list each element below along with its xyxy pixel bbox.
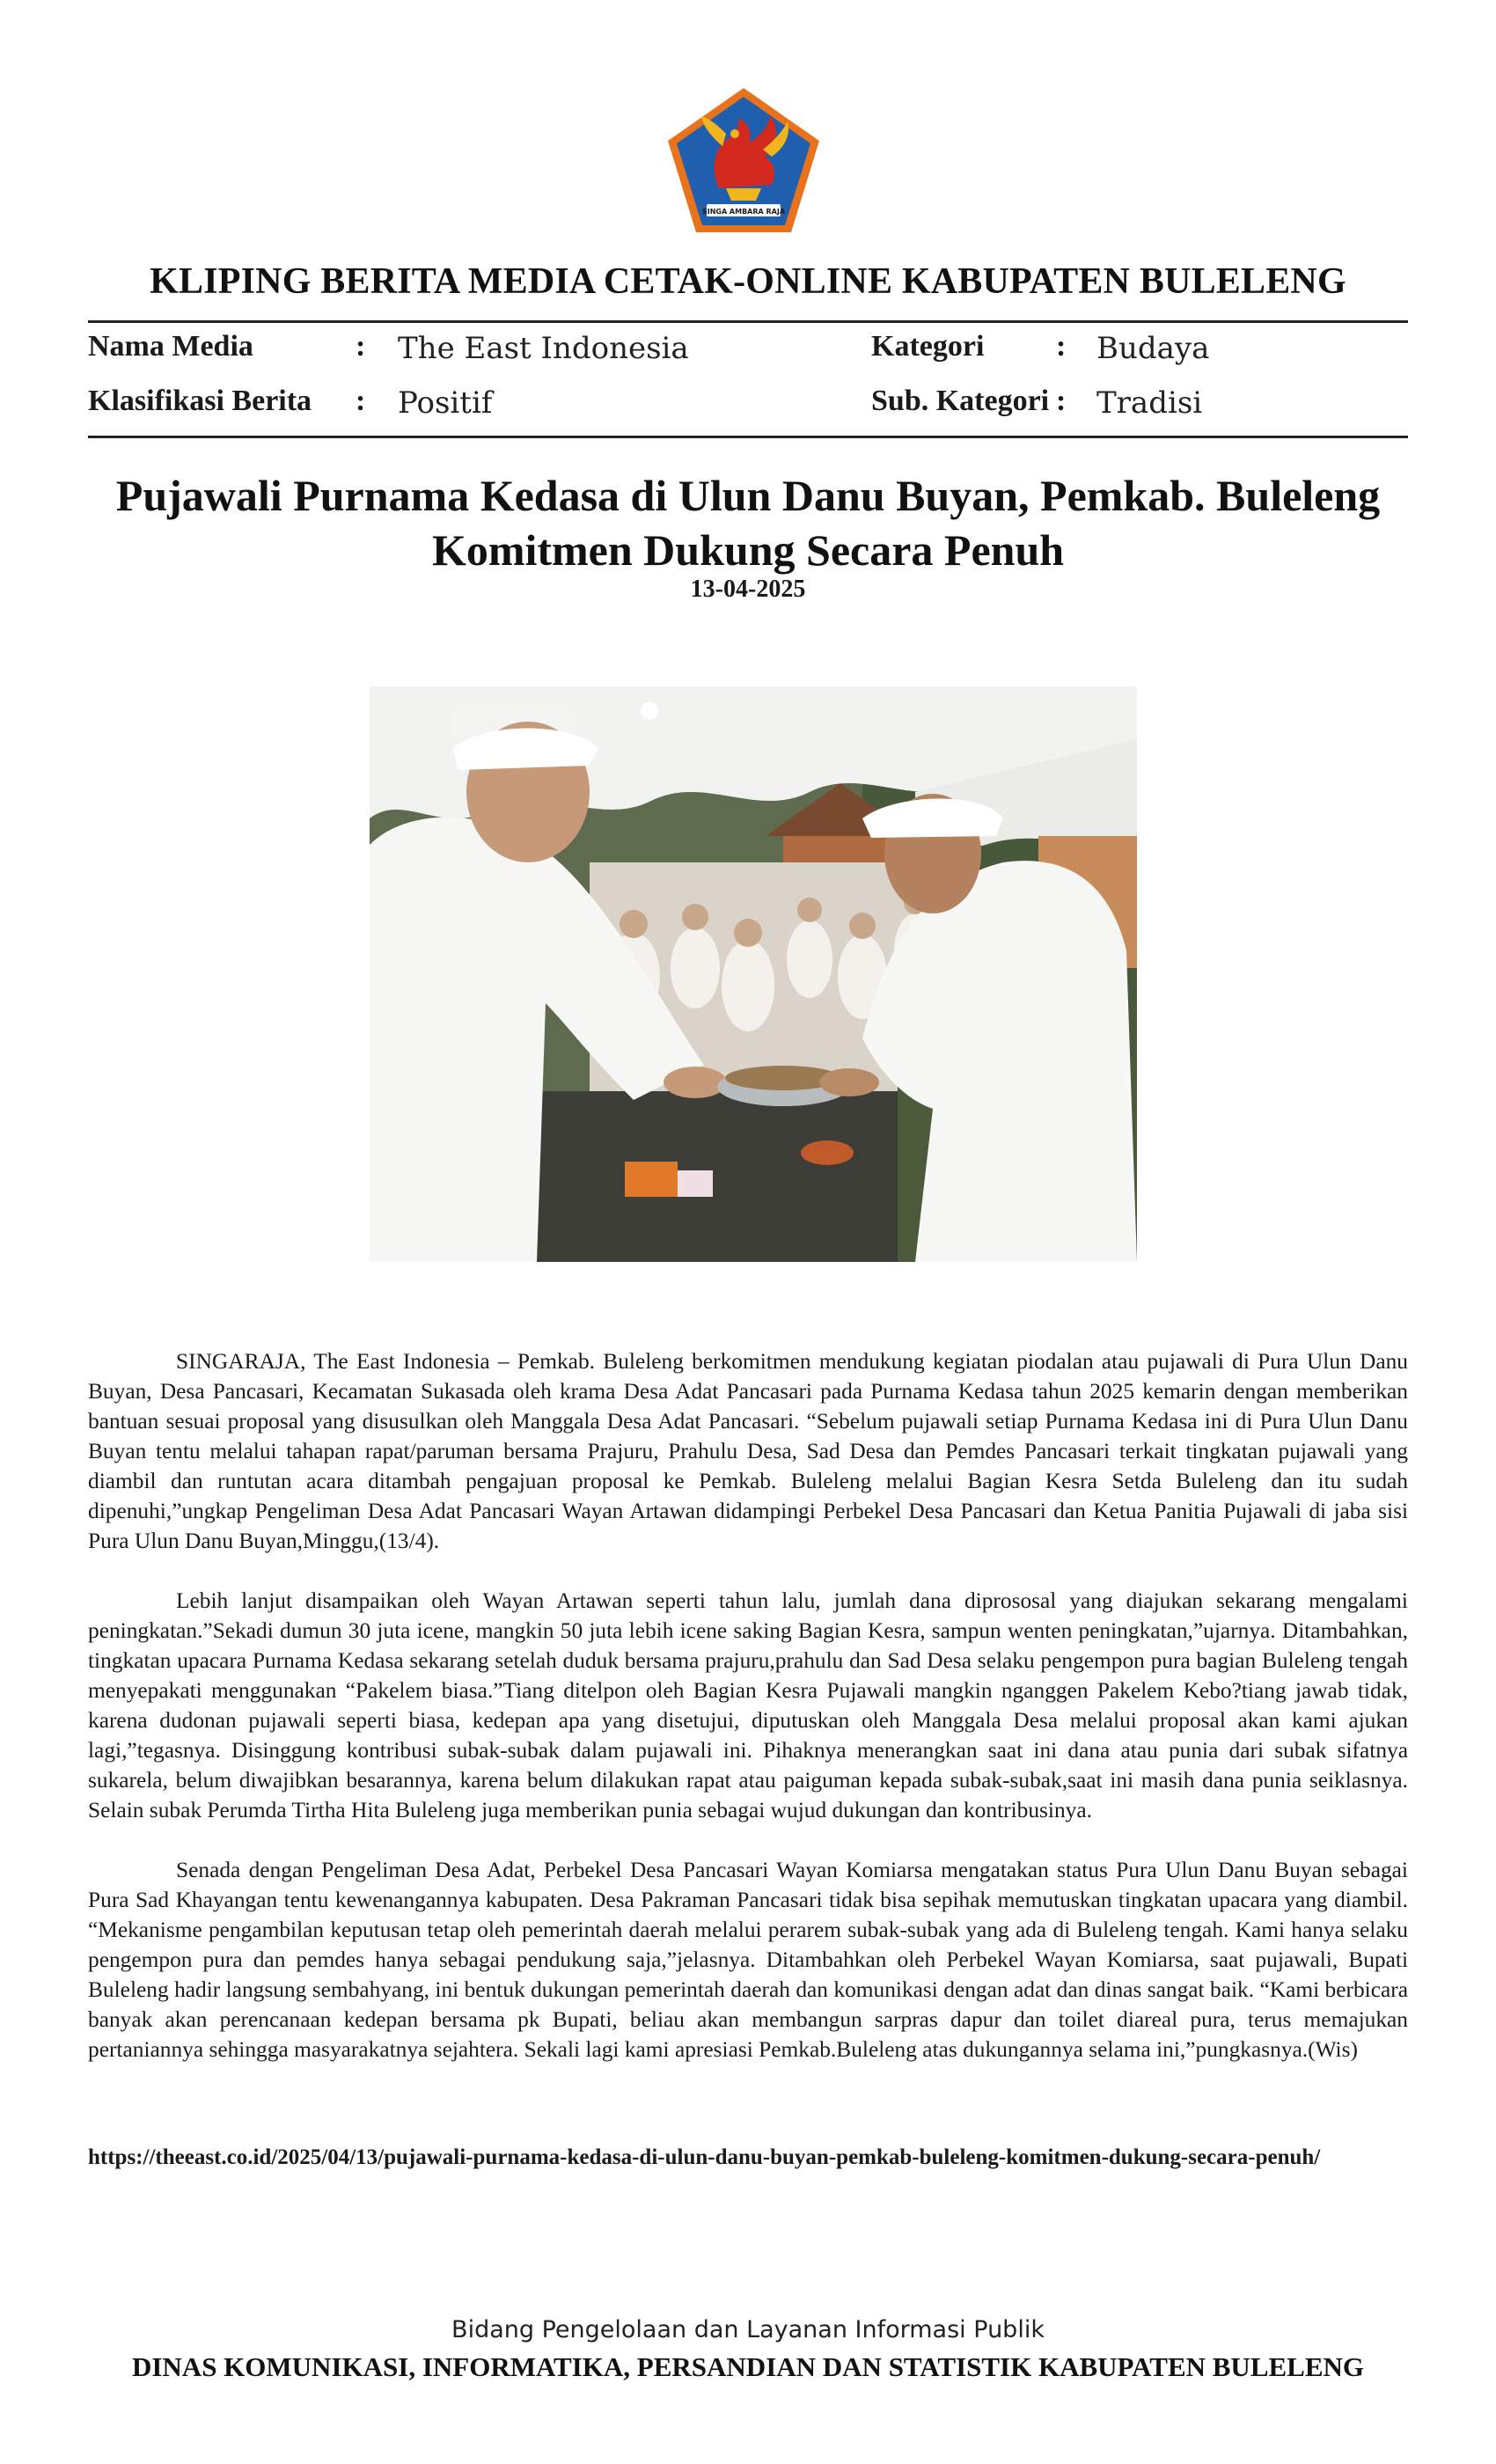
clipping-header-title: KLIPING BERITA MEDIA CETAK-ONLINE KABUPATEN BULELENG	[150, 261, 1346, 302]
footer-agency: DINAS KOMUNIKASI, INFORMATIKA, PERSANDIAN DAN STATISTIK KABUPATEN BULELENG	[131, 2351, 1365, 2382]
header-bottom-divider	[88, 436, 1408, 438]
article-paragraph-3: Senada dengan Pengeliman Desa Adat, Perbekel Desa Pancasari Wayan Komiarsa mengatakan status Pura Ulun Danu Buyan sebagai Pura Sad Khayangan tentu kewenangannya kabupaten. Desa Pakraman Pancasari tidak bisa sepihak memutuskan tingkatan upacara yang diambil. “Mekanisme pengambilan keputusan tetap oleh pemerintah daerah melalui perarem subak-subak yang ada di Buleleng tengah. Kami hanya selaku pengempon pura dan pemdes hanya sebagai pendukung saja,”jelasnya. Ditambahkan oleh Perbekel Wayan Komiarsa, saat pujawali, Bupati Buleleng hadir langsung sembahyang, ini bentuk dukungan pemerintah daerah dan komunikasi dengan adat dan dinas sangat baik. “Kami berbicara banyak akan perencanaan kedepan bersama pk Bupati, beliau akan membangun sarpras dapur dan toilet diareal pura, terus memajukan pertaniannya sehingga masyarakatnya sejahtera. Sekali lagi kami apresiasi Pemkab.Buleleng atas dukungannya selama ini,”pungkasnya.(Wis)	[88, 1858, 1408, 2062]
header-top-divider	[88, 320, 1408, 323]
article-paragraph-2: Lebih lanjut disampaikan oleh Wayan Artawan seperti tahun lalu, jumlah dana diprososal yang diajukan sekarang mengalami peningkatan.”Sekadi dumun 30 juta icene, mangkin 50 juta lebih icene saking Bagian Kesra, sampun wenten peningkatan,”ujarnya. Ditambahkan, tingkatan upacara Purnama Kedasa sekarang setelah duduk bersama prajuru,prahulu dan Sad Desa selaku pengempon pura bagian Buleleng tengah menyepakati menggunakan “Pakelem biasa.”Tiang ditelpon oleh Bagian Kesra Pujawali mangkin nganggen Pakelem Kebo?tiang jawab tidak, karena dudonan pujawali seperti biasa, kedepan apa yang disetujui, diputuskan oleh Manggala Desa melalui proposal akan kami ajukan lagi,”tegasnya. Disinggung kontribusi subak-subak dalam pujawali ini. Pihaknya menerangkan saat ini dana atau punia dari subak sifatnya sukarela, belum diwajibkan besarannya, karena belum dilakukan rapat atau paiguman kepada subak-subak,saat ini masih dana punia seiklasnya. Selain subak Perumda Tirtha Hita Buleleng juga memberikan punia sebagai wujud dukungan dan kontribusinya.	[88, 1588, 1408, 1822]
buleleng-crest-icon	[664, 84, 823, 236]
article-body	[88, 1346, 1408, 2094]
crest-motto: SINGA AMBARA RAJA	[701, 208, 786, 216]
article-title	[88, 468, 1408, 577]
media-label: Nama Media	[88, 330, 253, 363]
media-value: The East Indonesia	[398, 331, 689, 366]
subcategory-colon: :	[1056, 385, 1067, 417]
category-value: Budaya	[1096, 331, 1210, 366]
classification-label: Klasifikasi Berita	[88, 385, 312, 417]
source-url[interactable]: https://theeast.co.id/2025/04/13/pujawali-purnama-kedasa-di-ulun-danu-buyan-pemkab-buleleng-komitmen-dukung-secara-penuh/	[88, 2145, 1321, 2169]
category-colon: :	[1056, 330, 1067, 363]
news-photo-icon	[370, 686, 1137, 1262]
article-title-line2: Komitmen Dukung Secara Penuh	[431, 525, 1065, 575]
article-title-line1: Pujawali Purnama Kedasa di Ulun Danu Buyan, Pemkab. Buleleng	[115, 471, 1381, 520]
classification-value: Positif	[398, 385, 493, 421]
subcategory-label: Sub. Kategori	[871, 385, 1050, 417]
article-paragraph-1: SINGARAJA, The East Indonesia – Pemkab. Buleleng berkomitmen mendukung kegiatan piodalan atau pujawali di Pura Ulun Danu Buyan, Desa Pancasari, Kecamatan Sukasada oleh krama Desa Adat Pancasari pada Purnama Kedasa tahun 2025 kemarin dengan memberikan bantuan sesuai proposal yang disusulkan oleh Manggala Desa Adat Pancasari. “Sebelum pujawali setiap Purnama Kedasa ini di Pura Ulun Danu Buyan tentu melalui tahapan rapat/paruman bersama Prajuru, Prahulu Desa, Sad Desa dan Pemdes Pancasari terkait tingkatan pujawali yang diambil dan runtutan acara ditambah pengajuan proposal ke Pemkab. Buleleng melalui Bagian Kesra Setda Buleleng dan itu sudah dipenuhi,”ungkap Pengeliman Desa Adat Pancasari Wayan Artawan didampingi Perbekel Desa Pancasari dan Ketua Panitia Pujawali di jaba sisi Pura Ulun Danu Buyan,Minggu,(13/4).	[88, 1349, 1408, 1553]
article-date: 13-04-2025	[690, 576, 806, 603]
classification-colon: :	[356, 385, 366, 417]
subcategory-value: Tradisi	[1096, 385, 1203, 421]
footer-division: Bidang Pengelolaan dan Layanan Informasi Publik	[451, 2316, 1045, 2343]
media-colon: :	[356, 330, 366, 363]
category-label: Kategori	[871, 330, 985, 363]
